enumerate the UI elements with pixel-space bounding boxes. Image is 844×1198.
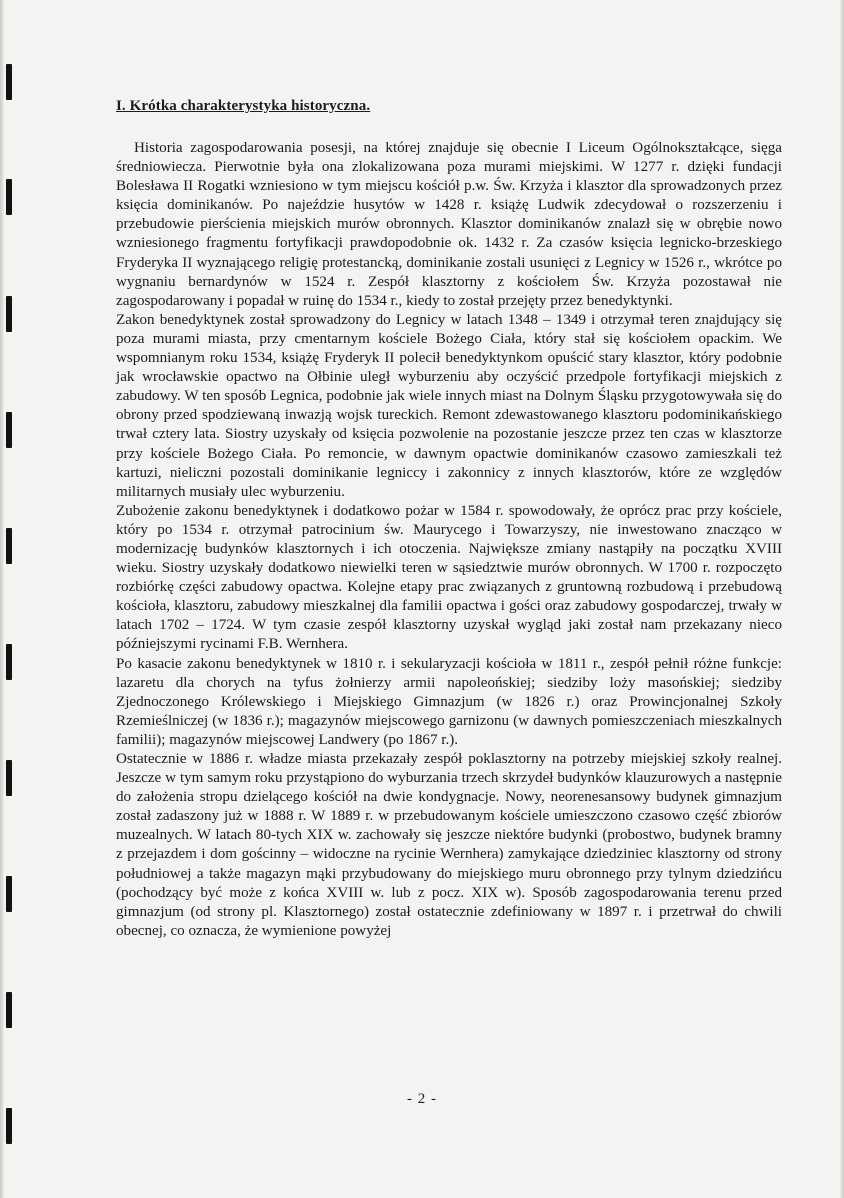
punch-mark (6, 412, 12, 448)
paragraph-history-origins: Historia zagospodarowania posesji, na której znajduje się obecnie I Liceum Ogólnokształcące, sięga średniowiecza. Pierwotnie była ona zlokalizowana poza murami miejskimi. W 1277 r. dzięki fundacji Bolesława II Rogatki wzniesiono w tym miejscu kościół p.w. Św. Krzyża i klasztor dla sprowadzonych przez księcia dominikanów. Po najeździe husytów w 1428 r. książę Ludwik zdecydował o rozszerzeniu i przebudowie pierścienia miejskich murów obronnych. Klasztor dominikanów znalazł się w obrębie nowo wzniesionego fragmentu fortyfikacji prawdopodobnie ok. 1432 r. Za czasów księcia legnicko-brzeskiego Fryderyka II wyznającego religię protestancką, dominikanie zostali usunięci z Legnicy w 1526 r., wkrótce po wygnaniu bernardynów w 1524 r. Zespół klasztorny z kościołem Św. Krzyża pozostawał nie zagospodarowany i popadał w ruinę do 1534 r., kiedy to został przejęty przez benedyktynki. (116, 140, 782, 309)
paragraph-school-conversion: Ostatecznie w 1886 r. władze miasta przekazały zespół poklasztorny na potrzeby miejskiej szkoły realnej. Jeszcze w tym samym roku przystąpiono do wyburzania trzech skrzydeł budynków klauzurowych a następnie do założenia stropu dzielącego kościół na dwie kondygnacje. Nowy, neorenesansowy budynek gimnazjum został zadaszony już w 1888 r. W 1889 r. w przebudowanym kościele umieszczono czasowo część zbiorów muzealnych. W latach 80-tych XIX w. zachowały się jeszcze niektóre budynki (probostwo, budynek bramny z przejazdem i dom gościnny – widoczne na rycinie Wernhera) zamykające dziedziniec klasztorny od strony południowej a także magazyn mąki przybudowany do miejskiego muru obronnego przy tylnym dziedzińcu (pochodzący być może z końca XVIII w. lub z pocz. XIX w). Sposób zagospodarowania terenu przed gimnazjum (od strony pl. Klasztornego) został ostatecznie zdefiniowany w 1897 r. i przetrwał do chwili obecnej, co oznacza, że wymienione powyżej (116, 751, 782, 939)
punch-mark (6, 644, 12, 680)
punch-mark (6, 528, 12, 564)
punch-mark (6, 992, 12, 1028)
document-page (116, 96, 782, 941)
punch-mark (6, 1108, 12, 1144)
punch-mark (6, 760, 12, 796)
scan-edge-right (840, 0, 844, 1198)
paragraph-benedictine-order: Zakon benedyktynek został sprowadzony do Legnicy w latach 1348 – 1349 i otrzymał teren znajdujący się poza murami miasta, przy cmentarnym kościele Bożego Ciała, który stał się kościołem opackim. We wspomnianym roku 1534, książę Fryderyk II polecił benedyktynkom opuścić stary klasztor, który podobnie jak wrocławskie opactwo na Ołbinie uległ wyburzeniu aby oczyścić przedpole fortyfikacji miejskich z zabudowy. W ten sposób Legnica, podobnie jak wiele innych miast na Dolnym Śląsku przygotowywała się do obrony przed spodziewaną inwazją wojsk tureckich. Remont zdewastowanego klasztoru podominikańskiego trwał cztery lata. Siostry uzyskały od księcia pozwolenie na pozostanie jeszcze przez ten czas w klasztorze przy kościele Bożego Ciała. Po remoncie, w dawnym opactwie dominikanów czasowo zamieszkali też kartuzi, nieliczni pozostali dominikanie legniccy i zakonnicy z innych klasztorów, które ze względów militarnych musiały ulec wyburzeniu. (116, 311, 782, 500)
punch-mark (6, 296, 12, 332)
punch-mark (6, 64, 12, 100)
paragraph-dissolution: Po kasacie zakonu benedyktynek w 1810 r. i sekularyzacji kościoła w 1811 r., zespół pełnił różne funkcje: lazaretu dla chorych na tyfus żołnierzy armii napoleońskiej; siedziby loży masońskiej; siedziby Zjednoczonego Królewskiego i Miejskiego Gimnazjum (w 1826 r.) oraz Prowincjonalnej Szkoły Rzemieślniczej (w 1836 r.); magazynów miejscowego garnizonu (w dawnych pomieszczeniach mieszkalnych familii); magazynów miejscowej Landwery (po 1867 r.). (116, 655, 782, 748)
binding-punch-marks (6, 0, 14, 1198)
paragraph-impoverishment: Zubożenie zakonu benedyktynek i dodatkowo pożar w 1584 r. spowodowały, że oprócz prac przy kościele, który po 1534 r. otrzymał patrocinium św. Maurycego i Towarzyszy, nie inwestowano znacząco w modernizację budynków klasztornych i ich otoczenia. Największe zmiany nastąpiły na początku XVIII wieku. Siostry uzyskały dodatkowo niewielki teren w sąsiedztwie murów obronnych. W 1700 r. rozpoczęto rozbiórkę części zabudowy opactwa. Kolejne etapy prac związanych z gruntowną rozbudową i przebudową kościoła, klasztoru, zabudowy mieszkalnej dla familii opactwa i gości oraz zabudowy gospodarczej, trwały w latach 1702 – 1724. W tym czasie zespół klasztorny uzyskał wygląd jaki został nam przekazany nieco późniejszymi rycinami F.B. Wernhera. (116, 502, 782, 653)
punch-mark (6, 876, 12, 912)
scan-edge-left (0, 0, 4, 1198)
punch-mark (6, 179, 12, 215)
page-number: - 2 - (407, 1091, 437, 1107)
section-title: I. Krótka charakterystyka historyczna. (116, 98, 371, 114)
body-text (116, 139, 782, 941)
